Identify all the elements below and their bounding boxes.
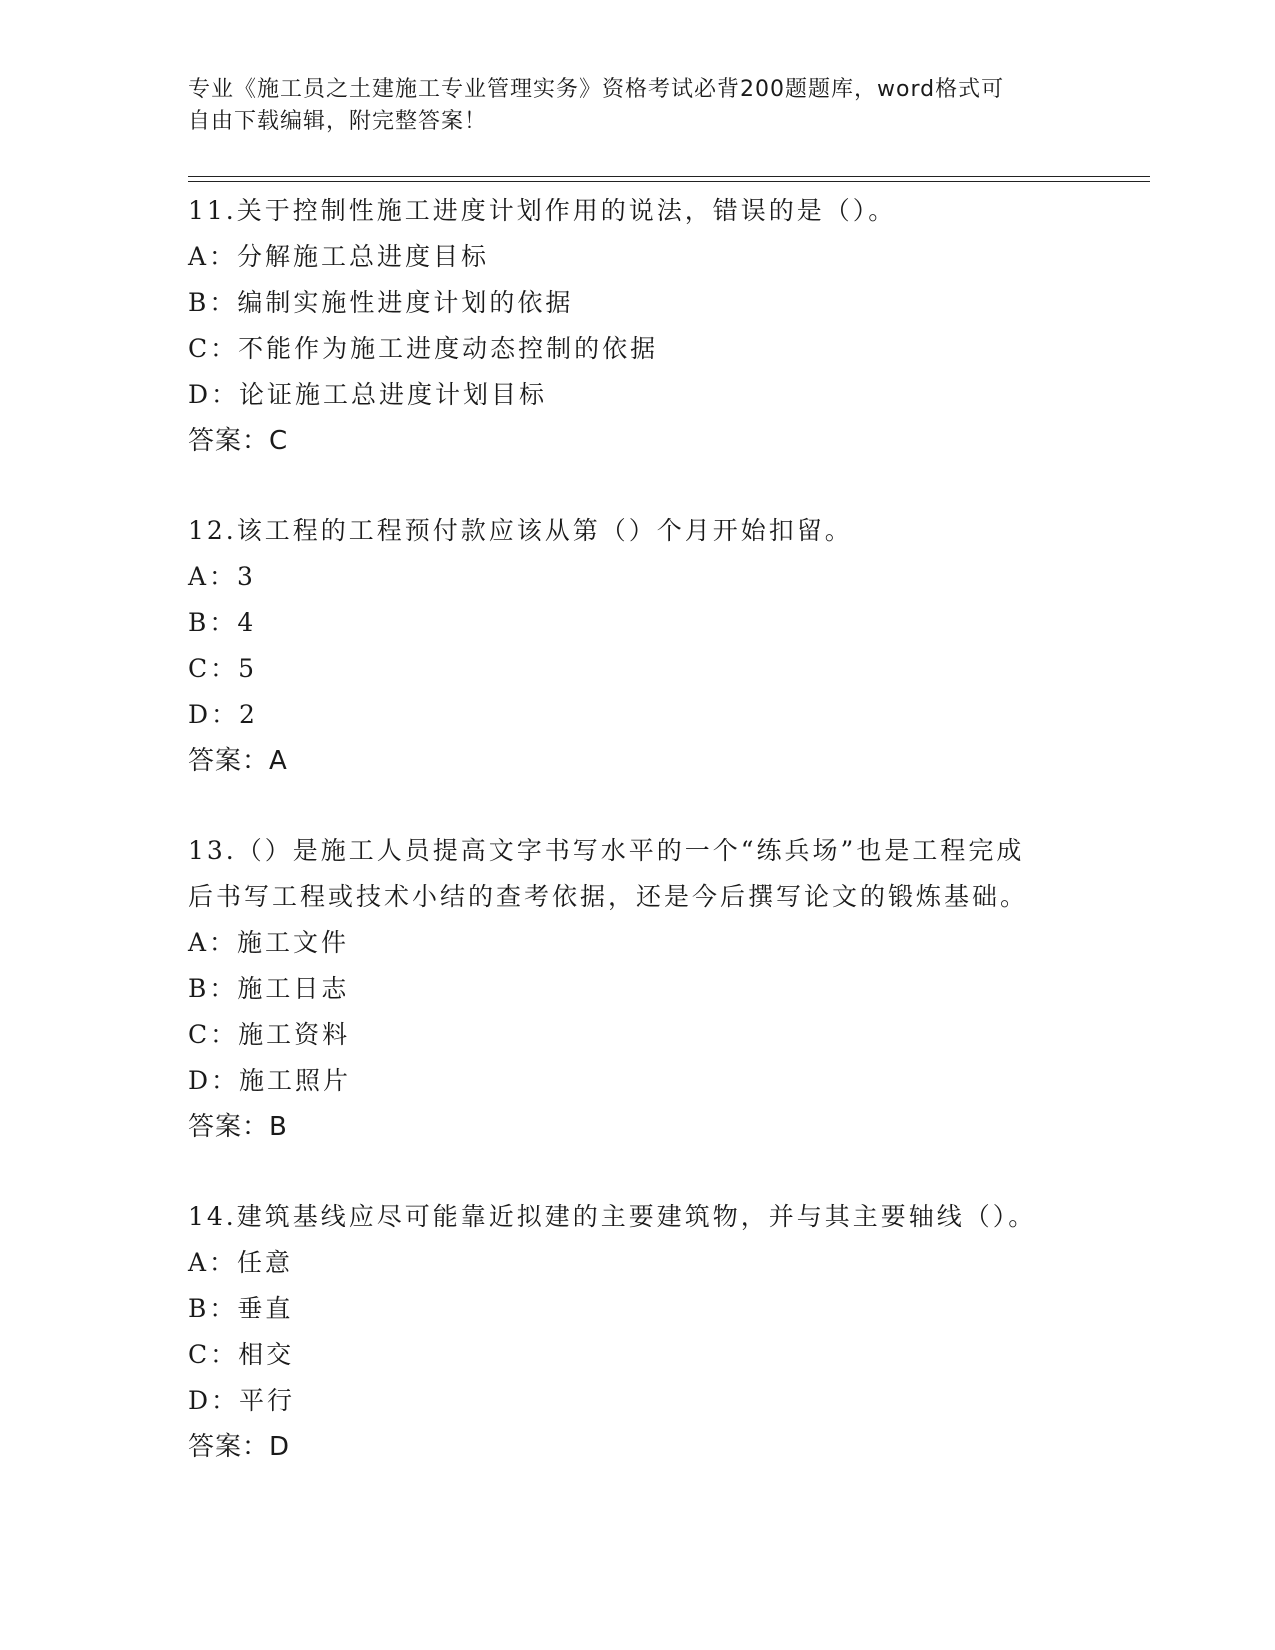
- question-stem: 13.（）是施工人员提高文字书写水平的一个“练兵场”也是工程完成: [188, 836, 1025, 865]
- header-line-2: 自由下载编辑，附完整答案！: [188, 109, 488, 134]
- option-a: A：3: [188, 562, 256, 591]
- question-stem-continued: 后书写工程或技术小结的查考依据，还是今后撰写论文的锻炼基础。: [188, 882, 1029, 911]
- answer-line: 答案：D: [188, 1432, 291, 1462]
- option-b: B：编制实施性进度计划的依据: [188, 288, 574, 317]
- answer-line: 答案：C: [188, 426, 289, 456]
- answer-line: 答案：A: [188, 746, 288, 776]
- question-11: [188, 188, 1088, 464]
- option-b: B：施工日志: [188, 974, 350, 1003]
- option-d: D：施工照片: [188, 1066, 352, 1095]
- option-d: D：平行: [188, 1386, 296, 1415]
- question-stem: 14.建筑基线应尽可能靠近拟建的主要建筑物，并与其主要轴线（）。: [188, 1202, 1037, 1231]
- option-c: C：不能作为施工进度动态控制的依据: [188, 334, 659, 363]
- answer-line: 答案：B: [188, 1112, 288, 1142]
- header-divider-bottom: [188, 181, 1150, 182]
- option-d: D：论证施工总进度计划目标: [188, 380, 548, 409]
- question-stem: 12.该工程的工程预付款应该从第（）个月开始扣留。: [188, 516, 853, 545]
- option-b: B：垂直: [188, 1294, 294, 1323]
- option-a: A：施工文件: [188, 928, 350, 957]
- option-a: A：分解施工总进度目标: [188, 242, 490, 271]
- question-stem: 11.关于控制性施工进度计划作用的说法，错误的是（）。: [188, 196, 897, 225]
- question-13: [188, 828, 1088, 1150]
- option-d: D：2: [188, 700, 258, 729]
- document-header: [188, 74, 1068, 138]
- question-14: [188, 1194, 1088, 1470]
- question-12: [188, 508, 1088, 784]
- option-c: C：5: [188, 654, 258, 683]
- option-c: C：施工资料: [188, 1020, 351, 1049]
- option-b: B：4: [188, 608, 257, 637]
- question-list: [188, 188, 1088, 1470]
- header-line-1: 专业《施工员之土建施工专业管理实务》资格考试必背200题题库，word格式可: [188, 77, 1005, 102]
- option-a: A：任意: [188, 1248, 294, 1277]
- header-divider-top: [188, 176, 1150, 177]
- option-c: C：相交: [188, 1340, 295, 1369]
